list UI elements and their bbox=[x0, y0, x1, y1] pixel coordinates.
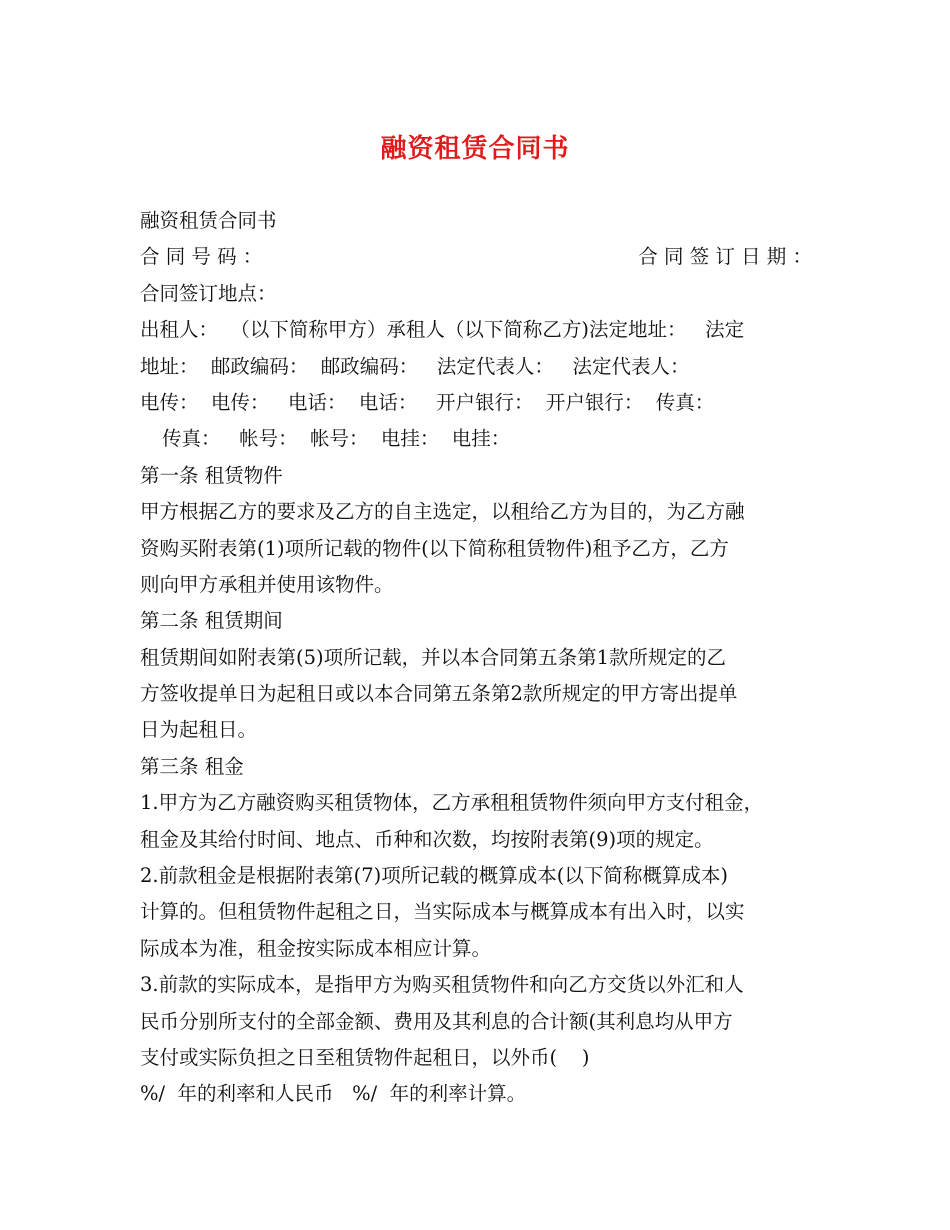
sign-date-label: 合 同 签 订 日 期 ： bbox=[638, 245, 812, 269]
document-title: 融资租赁合同书 bbox=[380, 134, 570, 164]
article-3-text-1: 1.甲方为乙方融资购买租赁物体，乙方承租租赁物件须向甲方支付租金， bbox=[140, 791, 764, 815]
article-2-text-2: 方签收提单日为起租日或以本合同第五条第2款所规定的甲方寄出提单 bbox=[140, 682, 738, 706]
article-1-text-3: 则向甲方承租并使用该物件。 bbox=[140, 572, 394, 596]
party-line-3: 电传： 电传： 电话： 电话： 开户银行： 开户银行： 传真： bbox=[140, 390, 715, 414]
article-1-text-2: 资购买附表第(1)项所记载的物件(以下简称租赁物件)租予乙方，乙方 bbox=[140, 536, 729, 560]
party-line-4: 传真： 帐号： 帐号： 电挂： 电挂： bbox=[162, 427, 511, 451]
document-body bbox=[140, 203, 812, 1113]
body-heading: 融资租赁合同书 bbox=[140, 209, 277, 232]
article-3-text-6: 3.前款的实际成本，是指甲方为购买租赁物件和向乙方交货以外汇和人 bbox=[140, 973, 744, 997]
article-1-heading: 第一条 租赁物件 bbox=[140, 463, 283, 487]
article-3-text-9: %/ 年的利率和人民币 %/ 年的利率计算。 bbox=[140, 1082, 527, 1106]
article-3-text-2: 租金及其给付时间、地点、币种和次数，均按附表第(9)项的规定。 bbox=[140, 827, 714, 851]
article-3-text-4: 计算的。但租赁物件起租之日，当实际成本与概算成本有出入时，以实 bbox=[140, 900, 745, 924]
article-2-text-3: 日为起租日。 bbox=[140, 718, 258, 742]
party-line-2: 地址： 邮政编码： 邮政编码： 法定代表人： 法定代表人： bbox=[140, 354, 690, 378]
article-2-heading: 第二条 租赁期间 bbox=[140, 609, 283, 633]
article-3-heading: 第三条 租金 bbox=[140, 754, 244, 778]
article-3-text-3: 2.前款租金是根据附表第(7)项所记载的概算成本(以下简称概算成本) bbox=[140, 864, 728, 888]
article-3-text-8: 支付或实际负担之日至租赁物件起租日，以外币( ) bbox=[140, 1045, 590, 1069]
contract-number-row bbox=[140, 239, 812, 275]
article-2-text-1: 租赁期间如附表第(5)项所记载，并以本合同第五条第1款所规定的乙 bbox=[140, 645, 727, 669]
article-3-text-7: 民币分别所支付的全部金额、费用及其利息的合计额(其利息均从甲方 bbox=[140, 1009, 733, 1033]
contract-number-label: 合 同 号 码 ： bbox=[140, 245, 263, 269]
article-1-text-1: 甲方根据乙方的要求及乙方的自主选定，以租给乙方为目的，为乙方融 bbox=[140, 500, 745, 524]
sign-place-line: 合同签订地点： bbox=[140, 281, 277, 305]
party-line-1: 出租人： （以下简称甲方）承租人（以下简称乙方)法定地址： 法定 bbox=[140, 318, 745, 342]
article-3-text-5: 际成本为准，租金按实际成本相应计算。 bbox=[140, 936, 492, 960]
